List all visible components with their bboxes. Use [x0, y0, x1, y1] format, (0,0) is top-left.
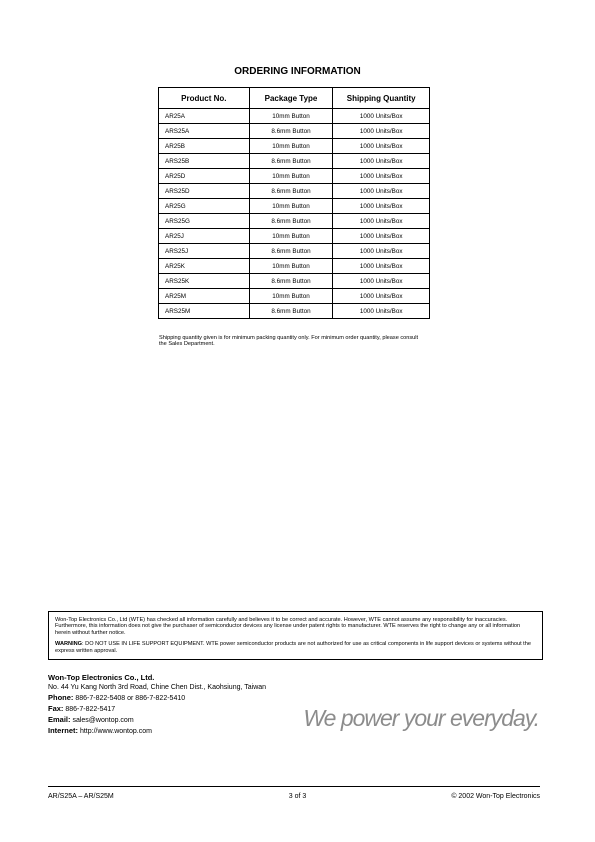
email-value[interactable]: sales@wontop.com: [72, 717, 134, 724]
cell-package-type: 8.6mm Button: [249, 184, 333, 199]
cell-package-type: 10mm Button: [249, 199, 333, 214]
cell-shipping-quantity: 1000 Units/Box: [333, 274, 430, 289]
cell-product-no: ARS25G: [159, 214, 250, 229]
email-label: Email:: [48, 715, 71, 724]
disclaimer-box: [48, 611, 543, 660]
cell-product-no: AR25M: [159, 289, 250, 304]
table-row: [159, 229, 430, 244]
fax-value: 886-7-822-5417: [65, 706, 116, 713]
cell-package-type: 10mm Button: [249, 229, 333, 244]
internet-label: Internet:: [48, 726, 78, 735]
cell-product-no: AR25G: [159, 199, 250, 214]
cell-shipping-quantity: 1000 Units/Box: [333, 259, 430, 274]
cell-shipping-quantity: 1000 Units/Box: [333, 289, 430, 304]
cell-shipping-quantity: 1000 Units/Box: [333, 199, 430, 214]
cell-shipping-quantity: 1000 Units/Box: [333, 109, 430, 124]
phone-value: 886-7-822-5408 or 886-7-822-5410: [75, 695, 186, 702]
table-row: [159, 244, 430, 259]
cell-product-no: ARS25A: [159, 124, 250, 139]
email-line: [48, 715, 266, 726]
cell-product-no: AR25D: [159, 169, 250, 184]
table-row: [159, 109, 430, 124]
company-slogan: We power your everyday.: [303, 705, 539, 731]
cell-shipping-quantity: 1000 Units/Box: [333, 139, 430, 154]
footer-page-number: 3 of 3: [288, 793, 307, 800]
company-address: No. 44 Yu Kang North 3rd Road, Chine Chen Dist., Kaohsiung, Taiwan: [48, 684, 267, 691]
cell-package-type: 10mm Button: [249, 289, 333, 304]
table-row: [159, 214, 430, 229]
footer-copyright: © 2002 Won-Top Electronics: [451, 793, 540, 800]
cell-shipping-quantity: 1000 Units/Box: [333, 184, 430, 199]
table-row: [159, 139, 430, 154]
cell-product-no: AR25J: [159, 229, 250, 244]
warning-paragraph: [55, 641, 536, 654]
table-row: [159, 124, 430, 139]
table-row: [159, 304, 430, 319]
page-heading: ORDERING INFORMATION: [234, 66, 361, 77]
cell-package-type: 8.6mm Button: [249, 304, 333, 319]
table-row: [159, 184, 430, 199]
cell-package-type: 8.6mm Button: [249, 124, 333, 139]
ordering-table: [158, 87, 430, 319]
table-row: [159, 259, 430, 274]
header-shipping-quantity: Shipping Quantity: [333, 88, 430, 109]
warning-text: : DO NOT USE IN LIFE SUPPORT EQUIPMENT. WTE power semiconductor products are not authorized for use as critical components in life support devices or systems without the express written approval.: [55, 641, 531, 654]
cell-package-type: 10mm Button: [249, 169, 333, 184]
cell-product-no: ARS25K: [159, 274, 250, 289]
cell-shipping-quantity: 1000 Units/Box: [333, 169, 430, 184]
table-row: [159, 274, 430, 289]
cell-shipping-quantity: 1000 Units/Box: [333, 124, 430, 139]
cell-product-no: AR25B: [159, 139, 250, 154]
cell-product-no: ARS25D: [159, 184, 250, 199]
fax-line: [48, 704, 266, 715]
cell-product-no: ARS25M: [159, 304, 250, 319]
cell-product-no: AR25K: [159, 259, 250, 274]
company-name: Won-Top Electronics Co., Ltd.: [48, 673, 155, 682]
cell-shipping-quantity: 1000 Units/Box: [333, 304, 430, 319]
cell-package-type: 10mm Button: [249, 259, 333, 274]
warning-label: WARNING: [55, 641, 83, 648]
header-package-type: Package Type: [249, 88, 333, 109]
shipping-note: Shipping quantity given is for minimum packing quantity only. For minimum order quantity, please consult the Sales Department.: [159, 335, 419, 348]
company-info: [48, 673, 266, 737]
cell-product-no: AR25A: [159, 109, 250, 124]
cell-shipping-quantity: 1000 Units/Box: [333, 244, 430, 259]
cell-package-type: 8.6mm Button: [249, 244, 333, 259]
ordering-table-body: [159, 109, 430, 319]
cell-shipping-quantity: 1000 Units/Box: [333, 229, 430, 244]
cell-package-type: 8.6mm Button: [249, 154, 333, 169]
table-row: [159, 199, 430, 214]
cell-package-type: 10mm Button: [249, 139, 333, 154]
phone-line: [48, 693, 266, 704]
cell-shipping-quantity: 1000 Units/Box: [333, 214, 430, 229]
footer-part-range: AR/S25A – AR/S25M: [48, 793, 114, 800]
table-row: [159, 289, 430, 304]
phone-label: Phone:: [48, 693, 74, 702]
table-row: [159, 169, 430, 184]
disclaimer-text: Won-Top Electronics Co., Ltd (WTE) has checked all information carefully and believes it to be correct and accurate. However, WTE cannot assume any responsibility for inaccuracies. Furthermore, this information does not give the purchaser of semiconductor devices any license under patent rights to manufacturer. WTE reserves the right to change any or all information herein without further notice.: [55, 617, 521, 636]
footer-divider: [48, 786, 540, 787]
cell-shipping-quantity: 1000 Units/Box: [333, 154, 430, 169]
cell-product-no: ARS25B: [159, 154, 250, 169]
cell-product-no: ARS25J: [159, 244, 250, 259]
cell-package-type: 10mm Button: [249, 109, 333, 124]
cell-package-type: 8.6mm Button: [249, 274, 333, 289]
table-header-row: [159, 88, 430, 109]
internet-value[interactable]: http://www.wontop.com: [79, 728, 152, 735]
header-product-no: Product No.: [159, 88, 250, 109]
fax-label: Fax:: [48, 704, 64, 713]
cell-package-type: 8.6mm Button: [249, 214, 333, 229]
table-row: [159, 154, 430, 169]
internet-line: [48, 726, 266, 737]
